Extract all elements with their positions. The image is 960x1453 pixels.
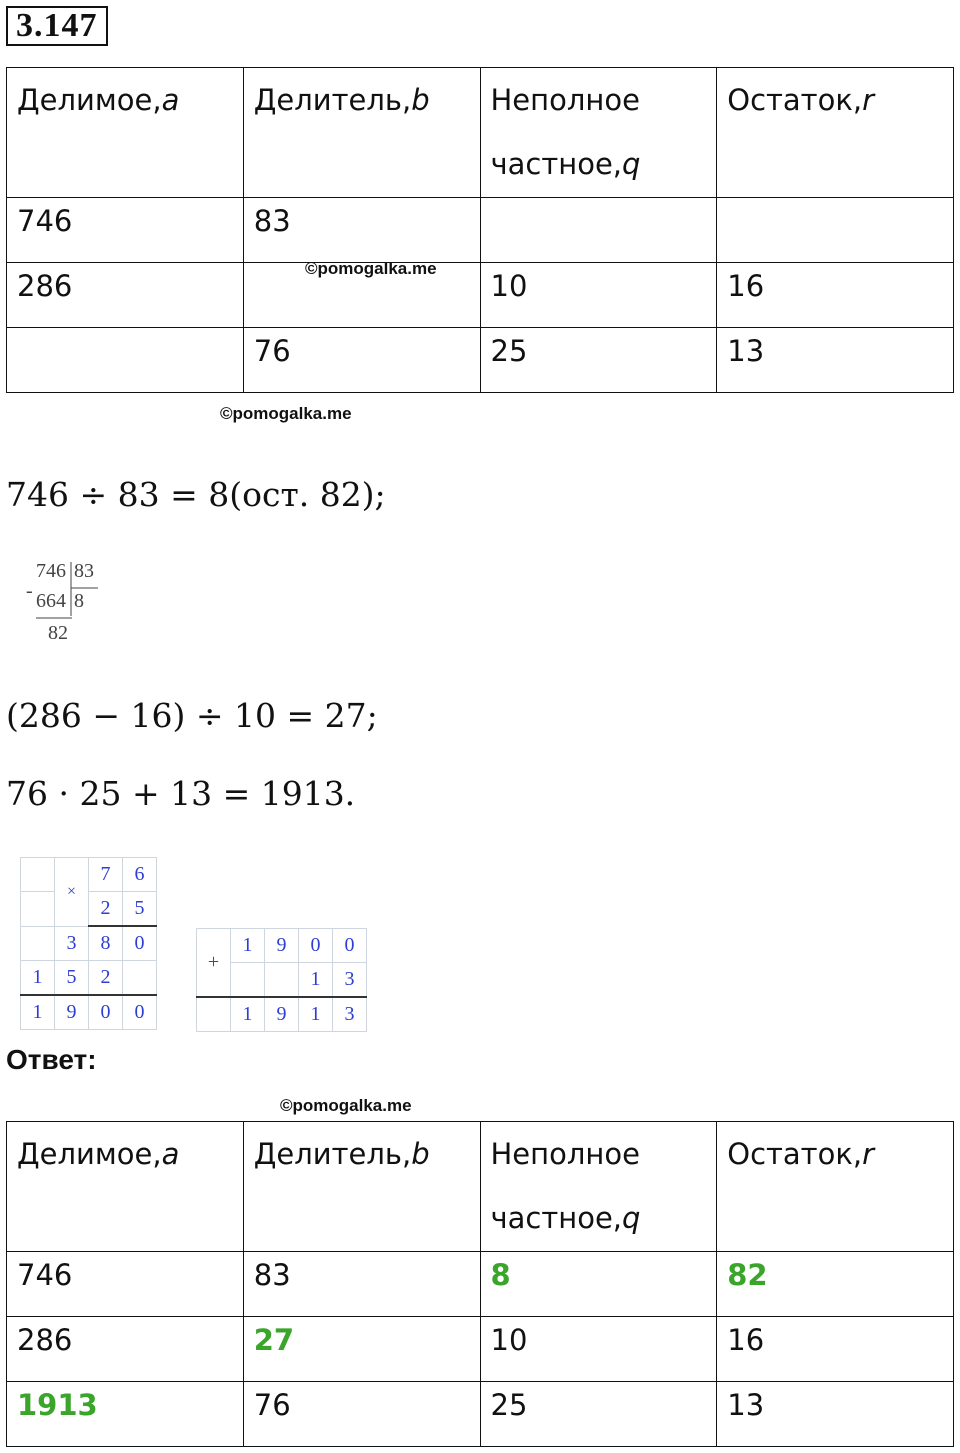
table-cell: 10 [480,263,717,328]
task-number: 3.147 [6,6,108,46]
grid-cell: 5 [55,961,89,996]
header-quotient: Неполное частное,q [480,1122,717,1252]
grid-row [197,997,367,1032]
grid-cell: 3 [333,963,367,998]
division-subtrahend: 664 [36,590,66,612]
grid-cell: 0 [123,995,157,1030]
grid-cell: 3 [55,926,89,961]
table-cell: 746 [7,1252,244,1317]
grid-row [197,929,367,963]
grid-cell: 9 [265,929,299,963]
table-row [7,198,954,263]
grid-cell [21,892,55,927]
division-quotient: 8 [74,590,84,612]
grid-cell: 3 [333,997,367,1032]
grid-row [21,858,157,892]
grid-cell: 9 [55,995,89,1030]
plus-sign: + [197,929,231,998]
grid-row [21,961,157,996]
grid-cell: 1 [299,963,333,998]
table-cell: 13 [717,328,954,393]
grid-cell: 1 [21,995,55,1030]
equation-divisor: (286 − 16) ÷ 10 = 27; [6,696,378,735]
header-quotient: Неполное частное,q [480,68,717,198]
watermark: ©pomogalka.me [220,404,352,423]
table-cell [480,198,717,263]
grid-cell [21,926,55,961]
addition-grid [196,928,367,1032]
table-cell: 16 [717,263,954,328]
header-remainder: Остаток,r [717,1122,954,1252]
header-dividend: Делимое,a [7,1122,244,1252]
table-row [7,1252,954,1317]
equation-dividend: 76 · 25 + 13 = 1913. [6,774,356,813]
table-cell [7,328,244,393]
answer-table-header-row [7,1122,954,1252]
division-minus: - [26,580,33,602]
division-dividend: 746 [36,560,66,582]
table-cell: 83 [243,198,480,263]
grid-cell [231,963,265,998]
grid-cell: 5 [123,892,157,927]
table-cell: 286 [7,263,244,328]
table-cell: 746 [7,198,244,263]
answer-remainder: 82 [717,1252,954,1317]
watermark: ©pomogalka.me [280,1096,412,1115]
task-table [6,67,954,393]
table-row [7,1382,954,1447]
table-cell: 76 [243,1382,480,1447]
multiplication-grid [20,857,157,1030]
table-cell: 13 [717,1382,954,1447]
header-divisor: Делитель,b [243,68,480,198]
answer-dividend: 1913 [7,1382,244,1447]
multiply-sign: × [55,858,89,927]
grid-cell: 2 [89,961,123,996]
answer-quotient: 8 [480,1252,717,1317]
grid-row [21,892,157,927]
grid-cell [21,858,55,892]
header-divisor: Делитель,b [243,1122,480,1252]
division-divisor: 83 [74,560,94,582]
grid-cell: 0 [299,929,333,963]
grid-row [21,926,157,961]
grid-cell: 0 [123,926,157,961]
table-cell: 83 [243,1252,480,1317]
table-row [7,263,954,328]
grid-cell: 0 [89,995,123,1030]
table-row [7,328,954,393]
answer-table [6,1121,954,1447]
grid-row [21,995,157,1030]
answer-divisor: 27 [243,1317,480,1382]
grid-cell: 0 [333,929,367,963]
table-row [7,1317,954,1382]
table-cell: 10 [480,1317,717,1382]
table-cell: 16 [717,1317,954,1382]
grid-cell [197,997,231,1032]
watermark: ©pomogalka.me [305,259,437,278]
grid-cell: 6 [123,858,157,892]
grid-cell: 1 [299,997,333,1032]
division-remainder: 82 [48,622,68,644]
task-table-header-row [7,68,954,198]
table-cell: 76 [243,328,480,393]
header-remainder: Остаток,r [717,68,954,198]
grid-cell: 1 [231,997,265,1032]
header-dividend: Делимое,a [7,68,244,198]
grid-cell: 1 [21,961,55,996]
grid-cell: 9 [265,997,299,1032]
grid-cell: 7 [89,858,123,892]
table-cell: 25 [480,1382,717,1447]
table-cell: 286 [7,1317,244,1382]
answer-label: Ответ: [6,1044,97,1075]
equation-division: 746 ÷ 83 = 8(ост. 82); [6,475,386,514]
grid-cell: 1 [231,929,265,963]
grid-cell [265,963,299,998]
division-lines [26,560,116,650]
table-cell [717,198,954,263]
grid-cell: 8 [89,926,123,961]
grid-cell: 2 [89,892,123,927]
grid-cell [123,961,157,996]
table-cell: 25 [480,328,717,393]
long-division-sketch [26,560,116,650]
